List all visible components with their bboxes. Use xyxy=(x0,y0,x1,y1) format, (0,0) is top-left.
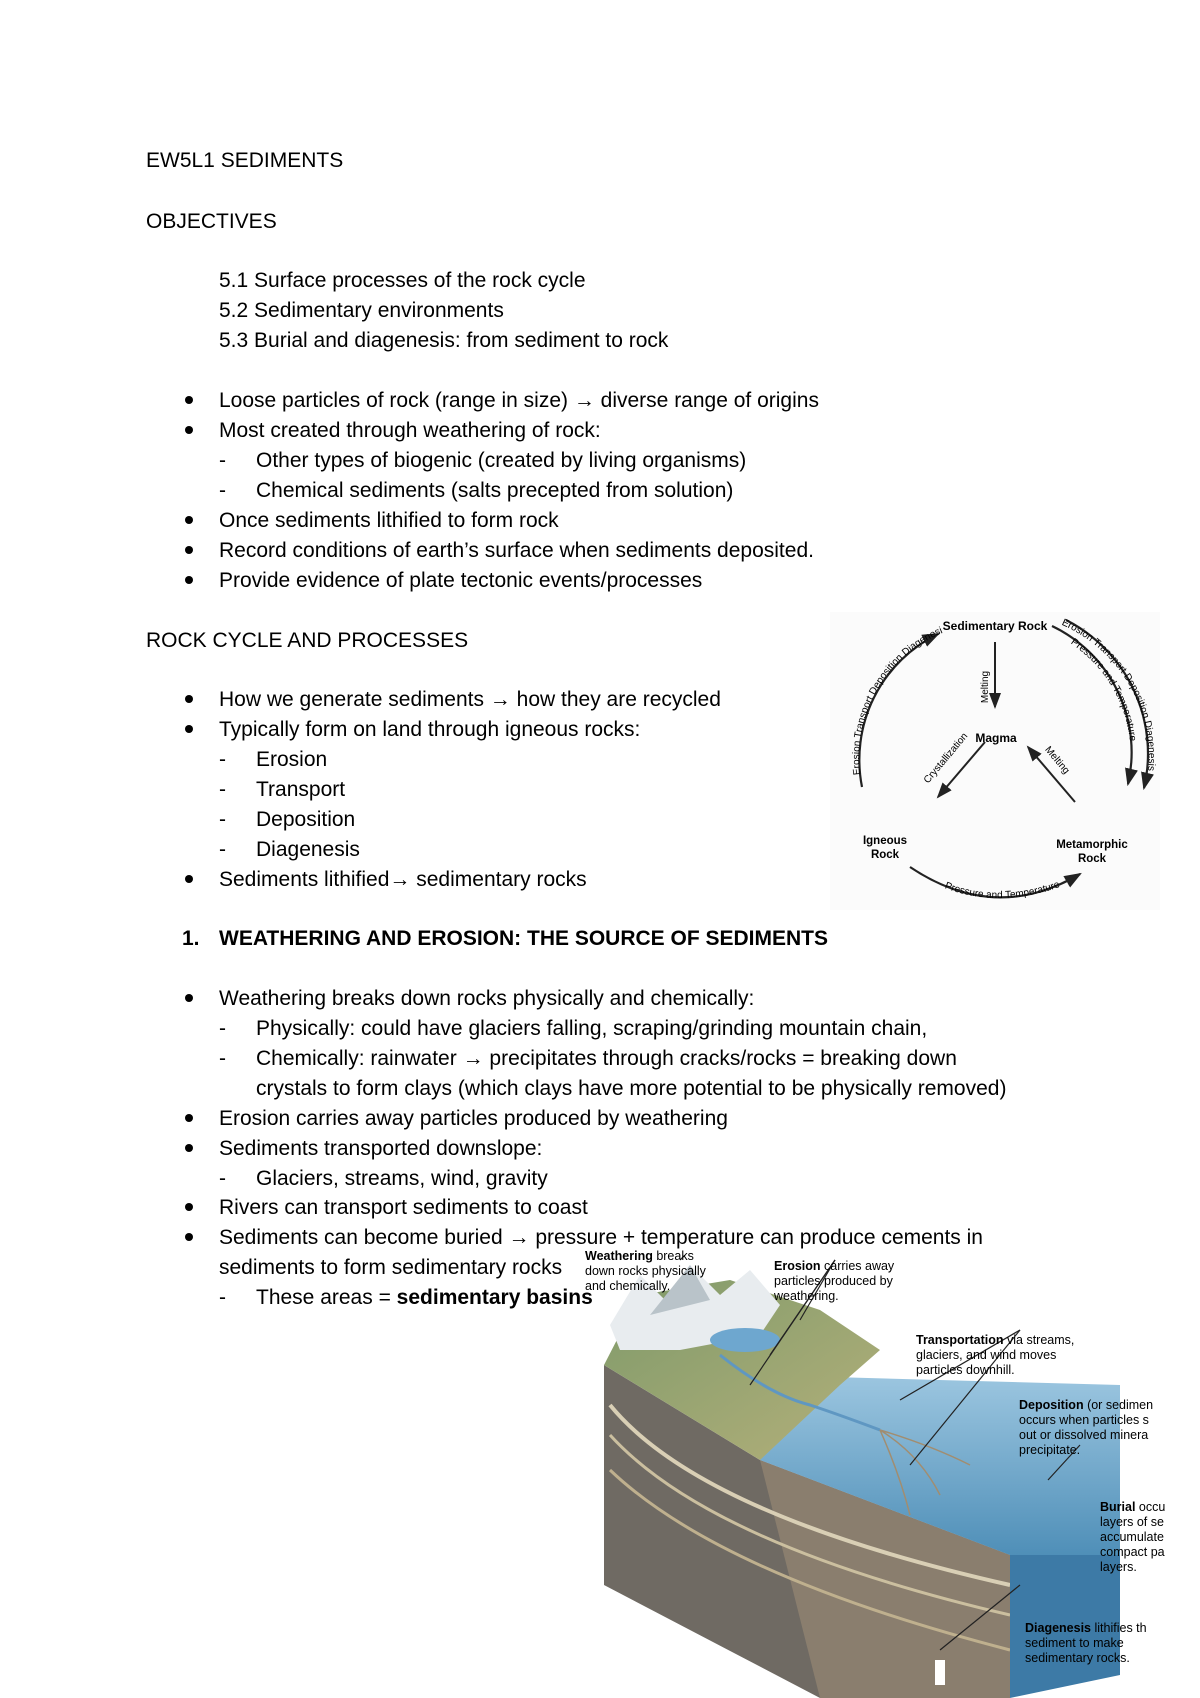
deposition-callout-bold: Deposition xyxy=(1019,1398,1084,1412)
dash-marker: - xyxy=(219,1017,226,1040)
section-bullet: Weathering breaks down rocks physically and chemically: xyxy=(219,987,755,1010)
lake xyxy=(710,1328,780,1352)
erosion-callout-line1: carries away xyxy=(820,1259,895,1273)
weathering-callout-line1: breaks xyxy=(652,1249,694,1263)
burial-callout-line2: layers of se xyxy=(1100,1515,1164,1529)
section-bullet: Rivers can transport sediments to coast xyxy=(219,1196,588,1219)
objective-item: 5.1 Surface processes of the rock cycle xyxy=(219,269,586,292)
basins-prefix: These areas = xyxy=(256,1286,397,1309)
intro-bullet: Record conditions of earth’s surface when sediments deposited. xyxy=(219,539,814,562)
rock-cycle-bullet: Typically form on land through igneous rocks: xyxy=(219,718,641,741)
diagenesis-callout xyxy=(1025,1621,1200,1666)
dash-marker: - xyxy=(219,838,226,861)
burial-marker xyxy=(935,1660,945,1685)
deposition-callout-line1: (or sedimen xyxy=(1083,1398,1154,1412)
rock-cycle-sub-item: Transport xyxy=(256,778,346,801)
section-bullet: Erosion carries away particles produced by weathering xyxy=(219,1107,728,1130)
section-sub-item xyxy=(256,1283,593,1313)
crystallization-label: Crystallization xyxy=(921,731,971,786)
weathering-callout-line2: down rocks physically xyxy=(585,1264,706,1278)
intro-bullet: Loose particles of rock (range in size) → diverse range of origins xyxy=(219,389,819,412)
bottom-arc-label: Pressure and Temperature xyxy=(943,879,1062,902)
erosion-callout xyxy=(774,1259,894,1304)
sedimentary-rock-label: Sedimentary Rock xyxy=(942,619,1048,633)
basins-term: sedimentary basins xyxy=(396,1286,593,1309)
intro-sub-item: Chemical sediments (salts precepted from solution) xyxy=(256,479,734,502)
transport-callout-line2: glaciers, and wind moves xyxy=(916,1348,1057,1362)
burial-callout xyxy=(1100,1500,1200,1575)
dash-marker: - xyxy=(219,1047,226,1070)
diagenesis-callout-line1: lithifies th xyxy=(1091,1621,1147,1635)
intro-sub-item: Other types of biogenic (created by living organisms) xyxy=(256,449,747,472)
burial-callout-line5: layers. xyxy=(1100,1560,1137,1574)
diagenesis-callout-bold: Diagenesis xyxy=(1025,1621,1092,1635)
transport-callout-bold: Transportation xyxy=(916,1333,1004,1347)
bullet-icon xyxy=(185,1144,193,1152)
weathering-callout-bold: Weathering xyxy=(585,1249,653,1263)
melting-right-label: Melting xyxy=(1042,744,1072,777)
intro-bullet: Provide evidence of plate tectonic events/processes xyxy=(219,569,703,592)
igneous-rock-label-2: Rock xyxy=(870,849,900,861)
erosion-callout-line3: weathering. xyxy=(774,1289,839,1303)
deposition-callout-line2: occurs when particles s xyxy=(1019,1413,1149,1427)
section-bullet: Sediments can become buried → pressure + temperature can produce cements in xyxy=(219,1226,983,1249)
dash-marker: - xyxy=(219,1167,226,1190)
diagenesis-callout-line2: sediment to make xyxy=(1025,1636,1124,1650)
section-sub-item: Chemically: rainwater → precipitates through cracks/rocks = breaking down xyxy=(256,1047,957,1070)
magma-label: Magma xyxy=(975,731,1017,745)
bullet-icon xyxy=(185,516,193,524)
diagenesis-callout-line3: sedimentary rocks. xyxy=(1025,1651,1130,1665)
burial-callout-line1: occu xyxy=(1135,1500,1166,1514)
rock-cycle-sub-item: Diagenesis xyxy=(256,838,360,861)
left-arc-label: Erosion Transport Deposition Diagenesi xyxy=(851,625,945,776)
section-sub-item-continued: crystals to form clays (which clays have more potential to be physically removed) xyxy=(256,1077,1007,1100)
transport-callout xyxy=(916,1333,1074,1378)
rock-cycle-sub-item: Deposition xyxy=(256,808,356,831)
dash-marker: - xyxy=(219,808,226,831)
erosion-callout-line2: particles produced by xyxy=(774,1274,893,1288)
weathering-callout-line3: and chemically. xyxy=(585,1279,671,1293)
objective-item: 5.2 Sedimentary environments xyxy=(219,299,504,322)
section-number: 1. xyxy=(182,927,200,950)
intro-bullet: Once sediments lithified to form rock xyxy=(219,509,559,532)
rock-cycle-bullet: Sediments lithified→ sedimentary rocks xyxy=(219,868,587,891)
burial-callout-line3: accumulate xyxy=(1100,1530,1164,1544)
burial-callout-line4: compact pa xyxy=(1100,1545,1165,1559)
dash-marker: - xyxy=(219,1286,226,1309)
dash-marker: - xyxy=(219,778,226,801)
deposition-callout xyxy=(1019,1398,1200,1458)
metamorphic-rock-label-2: Rock xyxy=(1077,853,1107,865)
transport-callout-line1: via streams, xyxy=(1003,1333,1075,1347)
bullet-icon xyxy=(185,875,193,883)
objectives-heading: OBJECTIVES xyxy=(146,210,277,233)
section-sub-item: Glaciers, streams, wind, gravity xyxy=(256,1167,548,1190)
rock-cycle-sub-item: Erosion xyxy=(256,748,328,771)
bullet-icon xyxy=(185,1203,193,1211)
bullet-icon xyxy=(185,695,193,703)
rock-cycle-svg xyxy=(830,612,1160,910)
bullet-icon xyxy=(185,546,193,554)
erosion-callout-bold: Erosion xyxy=(774,1259,821,1273)
bullet-icon xyxy=(185,426,193,434)
metamorphic-rock-label: Metamorphic xyxy=(1056,839,1128,851)
section-bullet: Sediments transported downslope: xyxy=(219,1137,543,1160)
burial-callout-bold: Burial xyxy=(1100,1500,1136,1514)
bullet-icon xyxy=(185,1114,193,1122)
rock-cycle-diagram xyxy=(830,612,1160,910)
document-title: EW5L1 SEDIMENTS xyxy=(146,149,344,172)
bullet-icon xyxy=(185,725,193,733)
section-sub-item: Physically: could have glaciers falling, scraping/grinding mountain chain, xyxy=(256,1017,928,1040)
bullet-icon xyxy=(185,396,193,404)
right-arc-inner-label: Pressure and Temperature xyxy=(1068,636,1138,742)
igneous-rock-label: Igneous xyxy=(862,835,908,847)
intro-bullet: Most created through weathering of rock: xyxy=(219,419,601,442)
melting-label: Melting xyxy=(980,670,991,704)
bullet-icon xyxy=(185,576,193,584)
rock-cycle-heading: ROCK CYCLE AND PROCESSES xyxy=(146,629,469,652)
right-arc-outer-label: Erosion Transport Deposition Diagenesis xyxy=(1059,617,1157,772)
dash-marker: - xyxy=(219,449,226,472)
deposition-callout-line3: out or dissolved minera xyxy=(1019,1428,1149,1442)
bullet-icon xyxy=(185,994,193,1002)
dash-marker: - xyxy=(219,748,226,771)
section-heading: WEATHERING AND EROSION: THE SOURCE OF SEDIMENTS xyxy=(219,927,829,950)
rock-cycle-bullet: How we generate sediments → how they are recycled xyxy=(219,688,721,711)
section-bullet-continued: sediments to form sedimentary rocks xyxy=(219,1256,563,1279)
weathering-callout xyxy=(585,1249,706,1294)
dash-marker: - xyxy=(219,479,226,502)
objective-item: 5.3 Burial and diagenesis: from sediment to rock xyxy=(219,329,669,352)
transport-callout-line3: particles downhill. xyxy=(916,1363,1015,1377)
bullet-icon xyxy=(185,1233,193,1241)
deposition-callout-line4: precipitate. xyxy=(1019,1443,1081,1457)
